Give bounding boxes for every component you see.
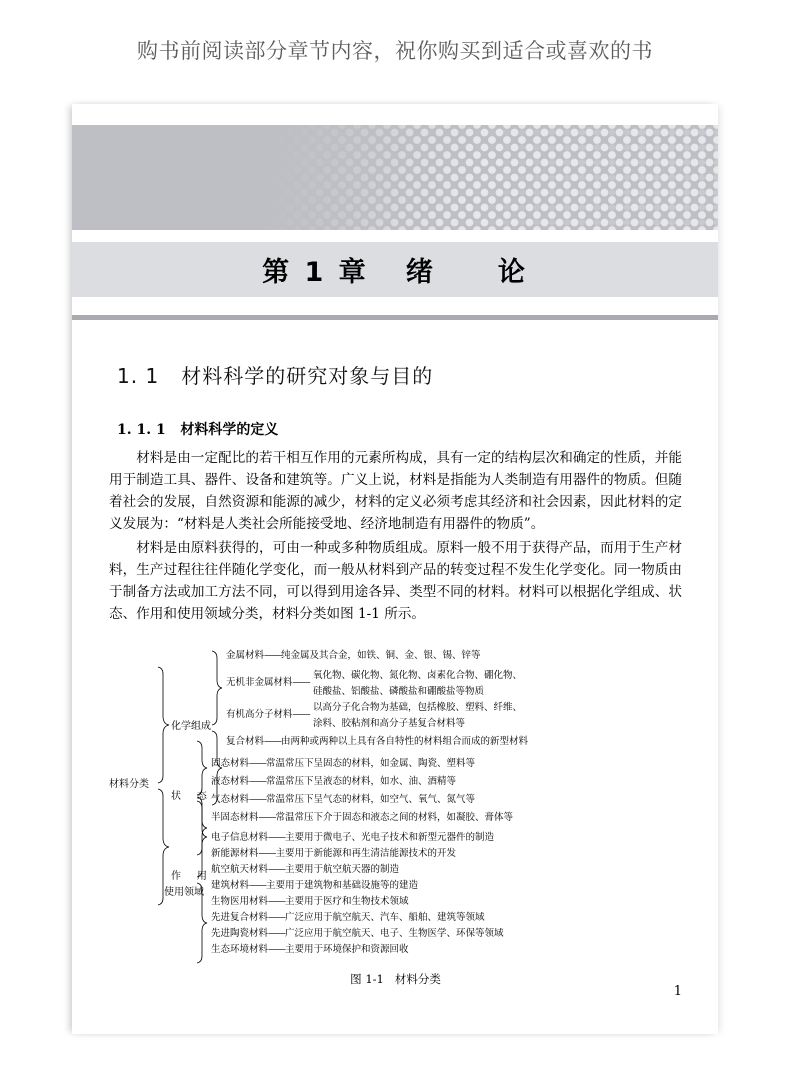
page-content	[109, 360, 682, 626]
tree-node-liquid-material	[211, 777, 456, 787]
tree-node-name: 新能源材料	[211, 848, 259, 859]
tree-node-organic-polymer-desc-1: 以高分子化合物为基础，包括橡胶、塑料、纤维、	[313, 702, 523, 713]
tree-node-desc: 纯金属及其合金，如铁、铜、金、银、锡、锌等	[281, 650, 481, 661]
tree-node-desc: 常温常压下呈固态的材料，如金属、陶瓷、塑料等	[266, 758, 476, 769]
tree-node-metal-material	[226, 651, 481, 661]
tree-node-organic-polymer-material	[226, 710, 310, 720]
figure-caption: 图 1-1 材料分类	[350, 972, 441, 986]
section-heading: 1. 1 材料科学的研究对象与目的	[117, 364, 434, 388]
tree-node-dash: ——	[268, 912, 286, 923]
subsection-heading: 1. 1. 1 材料科学的定义	[117, 422, 279, 438]
page-number: 1	[673, 984, 682, 999]
tree-node-desc: 主要用于航空航天器的制造	[285, 864, 400, 875]
tree-node-dash: ——	[249, 758, 267, 769]
tree-node-desc: 主要用于微电子、光电子技术和新型元器件的制造	[285, 832, 495, 843]
tree-node-gas-material	[211, 795, 475, 805]
tree-node-dash: ——	[249, 880, 267, 891]
tree-node-inorganic-nonmetal-desc-1: 氧化物、碳化物、氮化物、卤素化合物、硼化物、	[313, 670, 523, 681]
promo-banner	[0, 0, 790, 100]
tree-node-dash: ——	[249, 794, 267, 805]
tree-node-organic-polymer-desc-2: 涂料、胶粘剂和高分子基复合材料等	[313, 718, 466, 729]
tree-node-electronic-information-material	[211, 833, 494, 843]
tree-node-eco-environmental-material	[211, 945, 409, 955]
tree-node-advanced-ceramic-material	[211, 929, 504, 939]
tree-node-name: 先进复合材料	[211, 912, 269, 923]
tree-node-name: 建筑材料	[211, 880, 250, 891]
chapter-divider-rule	[72, 314, 718, 321]
tree-node-dash: ——	[268, 896, 286, 907]
halftone-gradient-wash	[72, 125, 718, 230]
tree-root-label: 材料分类	[109, 779, 149, 790]
promo-banner-text: 购书前阅读部分章节内容，祝你购买到适合或喜欢的书	[137, 39, 653, 63]
tree-node-desc: 主要用于医疗和生物技术领域	[285, 896, 409, 907]
body-paragraph-1: 材料是由一定配比的若干相互作用的元素所构成，具有一定的结构层次和确定的性质，并能用于制造工具、器件、设备和建筑等。广义上说，材料是指能为人类制造有用器件的物质。但随着社会的发展，自然资源和能源的减少，材料的定义必须考虑其经济和社会因素，因此材料的定义发展为：“材料是人类社会所能接受地、经济地制造有用器件的物质”。	[109, 450, 682, 533]
tree-node-desc: 常温常压下介于固态和液态之间的材料，如凝胶、膏体等	[275, 812, 514, 823]
body-paragraph-2: 材料是由原料获得的，可由一种或多种物质组成。原料一般不用于获得产品，而用于生产材料，生产过程往往伴随化学变化，而一般从材料到产品的转变过程不发生化学变化。同一物质由于制备方法或加工方法不同，可以得到用途各异、类型不同的材料。材料可以根据化学组成、状态、作用和使用领域分类，材料分类如图 1-1 所示。	[109, 539, 682, 623]
tree-node-biomedical-material	[211, 897, 409, 907]
tree-node-advanced-composite-material	[211, 913, 485, 923]
book-page-sheet	[72, 104, 718, 1034]
tree-node-name: 先进陶瓷材料	[211, 928, 269, 939]
tree-node-name: 生态环境材料	[211, 944, 269, 955]
tree-node-dash: ——	[249, 776, 267, 787]
tree-node-name: 生物医用材料	[211, 896, 269, 907]
tree-node-name: 航空航天材料	[211, 864, 269, 875]
tree-node-name: 半固态材料	[211, 812, 259, 823]
tree-node-desc: 主要用于环境保护和资源回收	[285, 944, 409, 955]
tree-node-desc: 主要用于新能源和再生清洁能源技术的开发	[275, 848, 457, 859]
chapter-title: 第 1 章 绪 论	[262, 257, 528, 288]
tree-node-semisolid-material	[211, 813, 513, 823]
tree-node-dash: ——	[264, 650, 282, 661]
tree-node-desc: 常温常压下呈气态的材料，如空气、氧气、氮气等	[266, 794, 476, 805]
tree-node-dash: ——	[258, 812, 276, 823]
tree-node-desc: 主要用于建筑物和基础设施等的建造	[266, 880, 419, 891]
tree-node-construction-material	[211, 881, 418, 891]
tree-node-inorganic-nonmetal-desc-2: 硅酸盐、铝酸盐、磷酸盐和硼酸盐等物质	[313, 686, 485, 697]
tree-node-desc: 由两种或两种以上具有各自特性的材料组合而成的新型材料	[281, 736, 529, 747]
tree-node-name: 有机高分子材料	[226, 709, 293, 720]
tree-node-inorganic-nonmetal-material	[226, 678, 310, 688]
chapter-header-artwork	[72, 125, 718, 230]
tree-node-dash: ——	[258, 848, 276, 859]
tree-node-name: 固态材料	[211, 758, 250, 769]
tree-node-dash: ——	[268, 928, 286, 939]
tree-group-label-function: 作 用	[171, 871, 207, 882]
classification-tree	[109, 649, 682, 955]
tree-node-name: 无机非金属材料	[226, 677, 293, 688]
chapter-title-band	[72, 242, 718, 297]
tree-node-composite-material	[226, 737, 528, 747]
tree-node-solid-material	[211, 759, 475, 769]
tree-group-label-chemical-composition: 化学组成	[171, 721, 211, 732]
tree-node-dash: ——	[292, 677, 310, 688]
tree-node-name: 金属材料	[226, 650, 265, 661]
tree-node-name: 电子信息材料	[211, 832, 269, 843]
tree-node-dash: ——	[268, 944, 286, 955]
tree-node-name: 复合材料	[226, 736, 265, 747]
tree-node-new-energy-material	[211, 849, 456, 859]
tree-group-label-state: 状 态	[171, 791, 207, 802]
tree-group-label-application-field: 使用领域	[164, 887, 204, 898]
tree-node-aerospace-material	[211, 865, 399, 875]
tree-node-name: 气态材料	[211, 794, 250, 805]
tree-node-name: 液态材料	[211, 776, 250, 787]
tree-node-dash: ——	[268, 832, 286, 843]
tree-node-desc: 广泛应用于航空航天、汽车、船舶、建筑等领域	[285, 912, 485, 923]
tree-node-dash: ——	[292, 709, 310, 720]
tree-node-desc: 常温常压下呈液态的材料，如水、油、酒精等	[266, 776, 457, 787]
tree-node-dash: ——	[268, 864, 286, 875]
tree-node-desc: 广泛应用于航空航天、电子、生物医学、环保等领域	[285, 928, 504, 939]
tree-node-dash: ——	[264, 736, 282, 747]
figure-material-classification	[109, 649, 682, 986]
